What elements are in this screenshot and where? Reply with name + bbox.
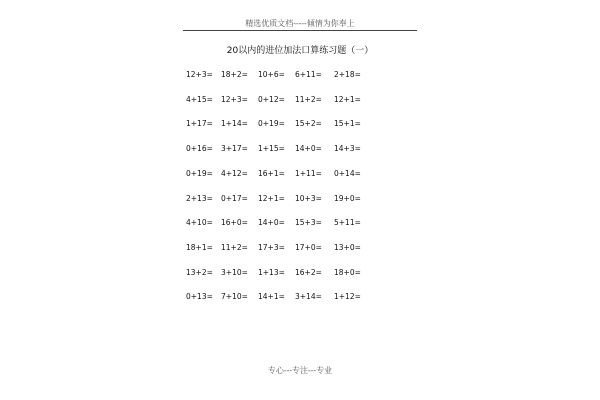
- problem-item: 0+13=: [186, 292, 213, 302]
- problem-item: 3+17=: [221, 144, 248, 154]
- problem-item: 14+3=: [334, 144, 361, 154]
- problem-item: 1+14=: [221, 119, 248, 129]
- problem-item: 10+6=: [258, 70, 285, 79]
- problem-item: 0+19=: [258, 119, 285, 129]
- problem-item: 17+3=: [258, 242, 285, 252]
- problem-item: 0+12=: [258, 94, 285, 104]
- problem-item: 15+1=: [334, 119, 361, 129]
- page-header: 精选优质文档-----倾情为你奉上: [245, 19, 355, 28]
- problem-item: 15+3=: [295, 218, 322, 228]
- problem-item: 1+17=: [186, 119, 213, 129]
- problem-item: 11+2=: [221, 242, 248, 252]
- problem-item: 15+2=: [295, 119, 322, 129]
- problem-item: 12+1=: [334, 94, 361, 104]
- problem-item: 16+1=: [258, 168, 285, 178]
- problem-item: 14+0=: [295, 144, 322, 154]
- problem-item: 12+3=: [186, 70, 213, 79]
- problem-item: 4+15=: [186, 94, 213, 104]
- problem-item: 2+18=: [334, 70, 361, 79]
- problem-item: 16+0=: [221, 218, 248, 228]
- problem-item: 12+3=: [221, 94, 248, 104]
- problem-item: 16+2=: [295, 267, 322, 277]
- problem-item: 18+2=: [221, 70, 248, 79]
- problem-item: 12+1=: [258, 193, 285, 203]
- problem-item: 0+14=: [334, 168, 361, 178]
- worksheet-title: 20以内的进位加法口算练习题（一）: [226, 46, 374, 56]
- problem-item: 1+13=: [258, 267, 285, 277]
- problem-item: 0+19=: [186, 168, 213, 178]
- problem-item: 3+14=: [295, 292, 322, 302]
- problem-item: 3+10=: [221, 267, 248, 277]
- problem-item: 0+17=: [221, 193, 248, 203]
- problem-item: 4+12=: [221, 168, 248, 178]
- problem-item: 1+15=: [258, 144, 285, 154]
- page-footer: 专心---专注---专业: [267, 366, 333, 375]
- problem-item: 2+13=: [186, 193, 213, 203]
- problem-item: 0+16=: [186, 144, 213, 154]
- problem-item: 18+0=: [334, 267, 361, 277]
- problem-item: 1+12=: [334, 292, 361, 302]
- problem-item: 1+11=: [295, 168, 322, 178]
- problem-item: 18+1=: [186, 242, 213, 252]
- problem-item: 13+2=: [186, 267, 213, 277]
- problem-item: 14+1=: [258, 292, 285, 302]
- problem-item: 5+11=: [334, 218, 361, 228]
- problem-item: 10+3=: [295, 193, 322, 203]
- problem-item: 13+0=: [334, 242, 361, 252]
- problem-item: 14+0=: [258, 218, 285, 228]
- problem-item: 17+0=: [295, 242, 322, 252]
- problem-item: 6+11=: [295, 70, 322, 79]
- problem-item: 4+10=: [186, 218, 213, 228]
- problem-item: 7+10=: [221, 292, 248, 302]
- problem-item: 11+2=: [295, 94, 322, 104]
- problem-item: 19+0=: [334, 193, 361, 203]
